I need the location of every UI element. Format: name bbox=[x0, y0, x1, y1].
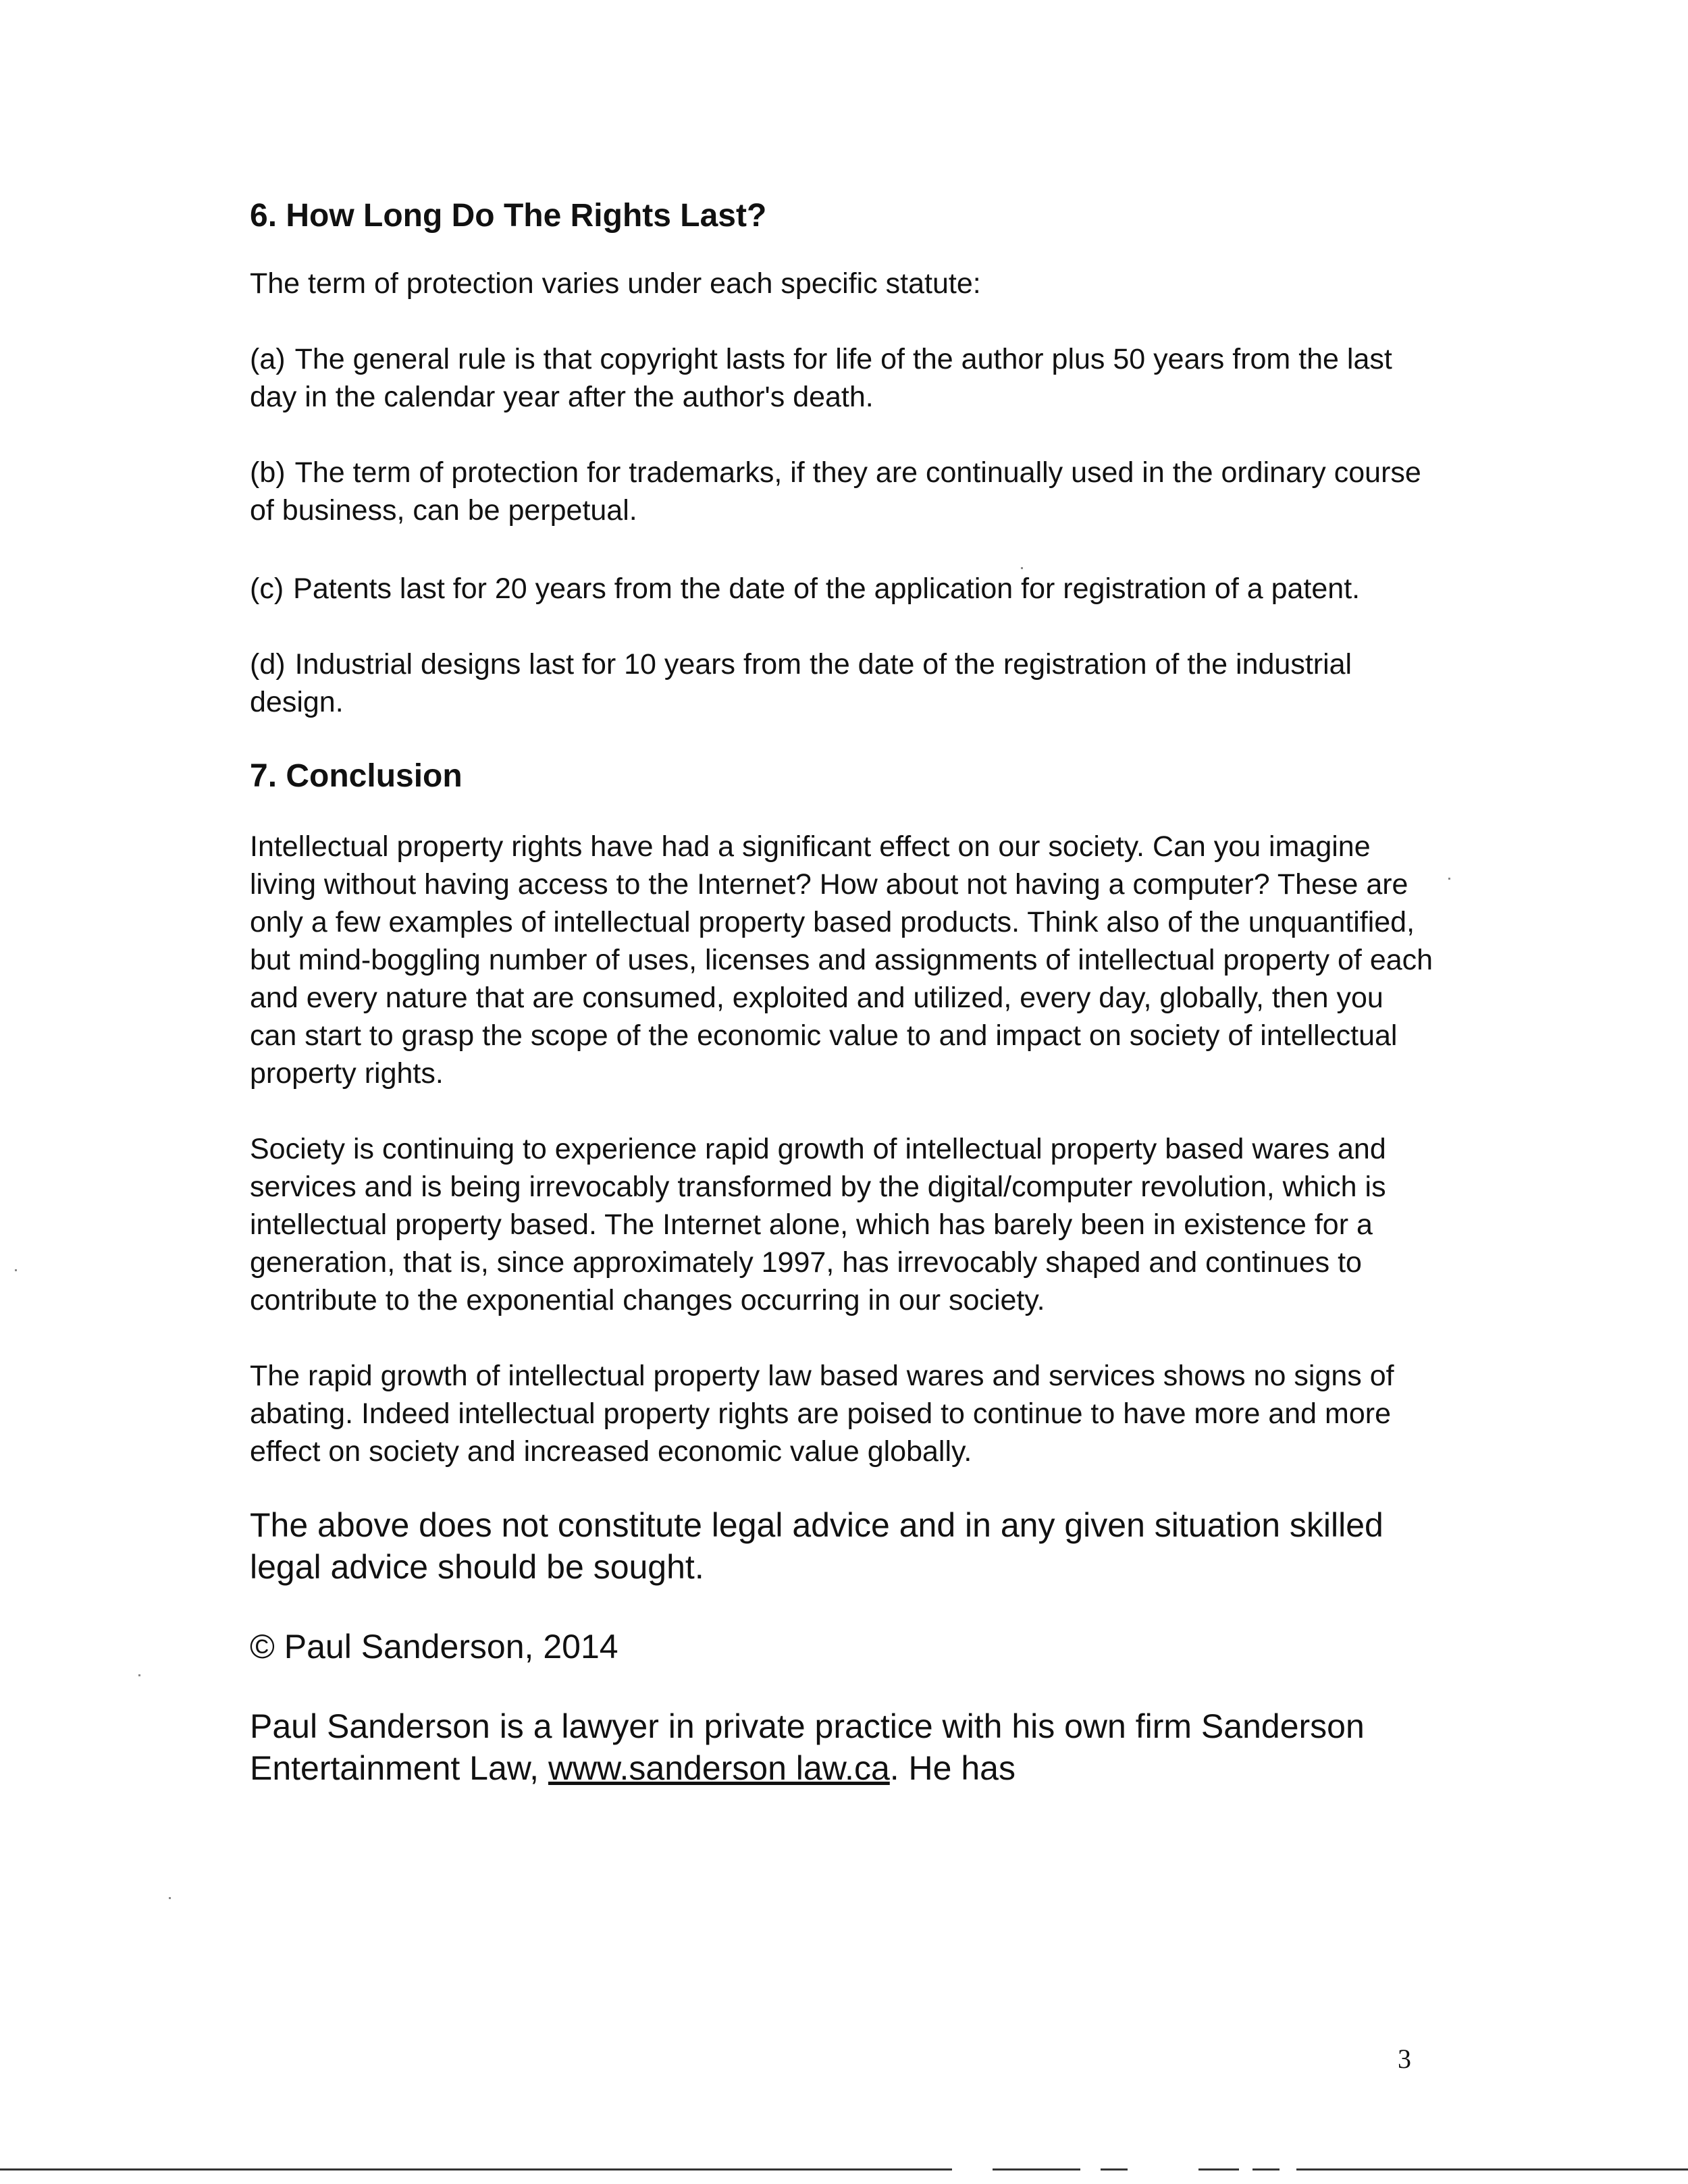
page-content bbox=[250, 196, 1438, 1789]
term-item-label: (c) bbox=[250, 572, 284, 605]
scan-footer-line bbox=[1198, 2168, 1239, 2170]
section-6-intro: The term of protection varies under each specific statute: bbox=[250, 267, 981, 300]
term-item-label: (d) bbox=[250, 648, 286, 681]
term-item-label: (b) bbox=[250, 456, 286, 489]
term-item-c bbox=[250, 570, 1438, 608]
conclusion-paragraph-3: The rapid growth of intellectual property law based wares and services shows no signs of abating. Indeed intellectual property rights are poised to continue to have more and more effect on society and increased economic value globally. bbox=[250, 1360, 1394, 1468]
page-number: 3 bbox=[1398, 2044, 1411, 2074]
scan-speck bbox=[1021, 567, 1023, 569]
scan-footer-line bbox=[1296, 2168, 1688, 2170]
term-item-label: (a) bbox=[250, 343, 286, 375]
scan-speck bbox=[15, 1269, 17, 1271]
term-item-text: The term of protection for trademarks, if they are continually used in the ordinary course of business, can be perpetual. bbox=[250, 456, 1421, 527]
term-item-text: The general rule is that copyright lasts for life of the author plus 50 years from the last day in the calendar year after the author's death. bbox=[250, 343, 1392, 413]
scan-speck bbox=[138, 1674, 140, 1676]
section-6-heading: 6. How Long Do The Rights Last? bbox=[250, 198, 767, 234]
term-item-text: Patents last for 20 years from the date of the application for registration of a patent. bbox=[293, 572, 1361, 605]
legal-disclaimer: The above does not constitute legal advice and in any given situation skilled legal advice should be sought. bbox=[250, 1506, 1383, 1586]
author-bio bbox=[250, 1705, 1438, 1789]
term-item-d bbox=[250, 645, 1438, 721]
scan-footer-line bbox=[0, 2168, 952, 2170]
author-bio-text-continued: . He has bbox=[889, 1749, 1016, 1787]
scan-footer-line bbox=[993, 2168, 1080, 2170]
copyright-notice: © Paul Sanderson, 2014 bbox=[250, 1628, 618, 1666]
conclusion-paragraph-2: Society is continuing to experience rapid growth of intellectual property based wares and services and is being irrevocably transformed by the digital/computer revolution, which is intellectual property based. The Internet alone, which has barely been in existence for a generation, that is, since approximately 1997, has irrevocably shaped and continues to contribute to the exponential changes occurring in our society. bbox=[250, 1133, 1386, 1316]
firm-website-link[interactable]: www.sanderson law.ca bbox=[548, 1749, 890, 1787]
conclusion-paragraph-1: Intellectual property rights have had a significant effect on our society. Can you imagine living without having access to the Internet? How about not having a computer? These are only a few examples of intellectual property based products. Think also of the unquantified, but mind-boggling number of uses, licenses and assignments of intellectual property of each and every nature that are consumed, exploited and utilized, every day, globally, then you can start to grasp the scope of the economic value to and impact on society of intellectual property rights. bbox=[250, 830, 1433, 1090]
term-item-text: Industrial designs last for 10 years from the date of the registration of the industrial design. bbox=[250, 648, 1352, 718]
scan-speck bbox=[1448, 878, 1450, 880]
scan-footer-line bbox=[1101, 2168, 1128, 2170]
author-bio-text: Paul Sanderson is a lawyer in private practice with his own firm Sanderson Entertainment Law, bbox=[250, 1707, 1365, 1787]
term-item-b bbox=[250, 454, 1438, 529]
scan-footer-line bbox=[1252, 2168, 1280, 2170]
section-7-heading: 7. Conclusion bbox=[250, 758, 463, 794]
term-item-a bbox=[250, 340, 1438, 416]
scan-speck bbox=[169, 1897, 171, 1899]
